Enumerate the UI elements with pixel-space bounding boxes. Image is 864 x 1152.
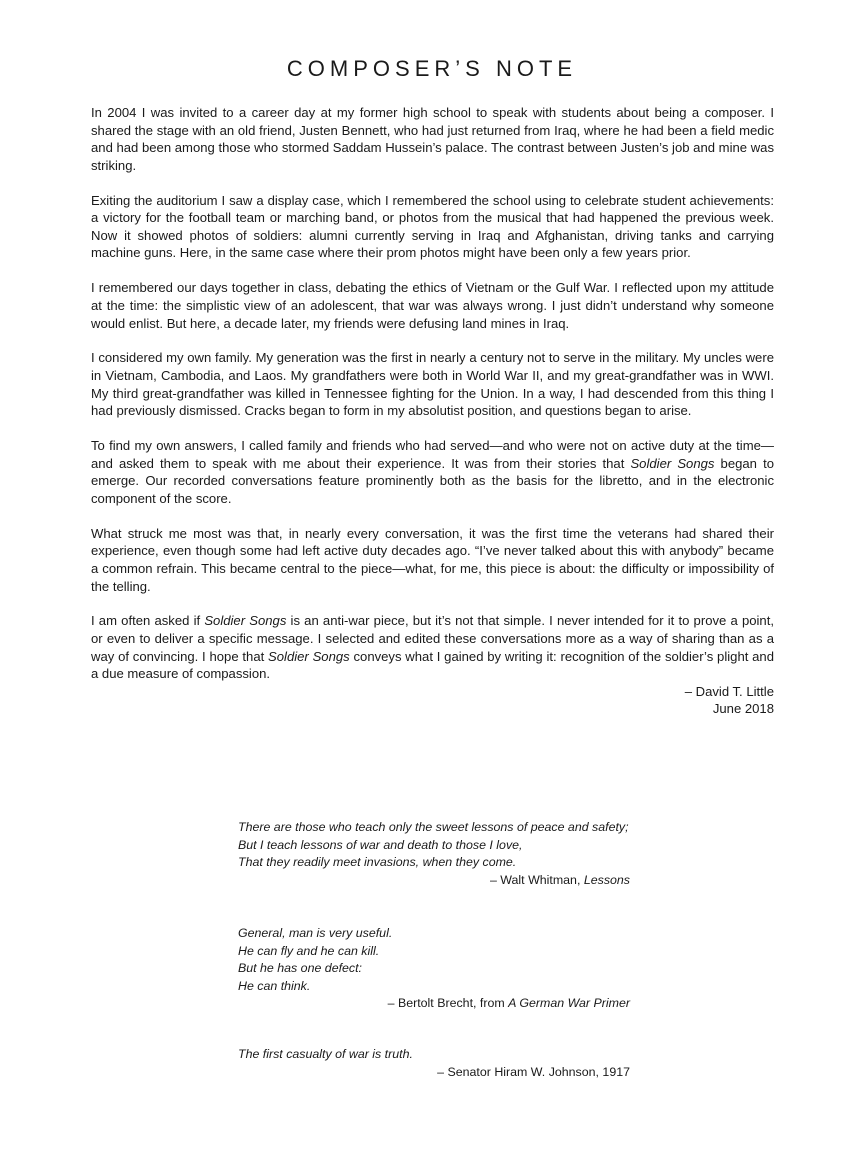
paragraph-text: Exiting the auditorium I saw a display case, which I remembered the school using to celebrate student achievements: a victory for the football team or marching band, or photos from the musical that had happened the previous week. Now it showed photos of soldiers: alumni currently serving in Iraq and Afghanistan, driving tanks and carrying machine guns. Here, in the same case where their prom photos might have been only a few years prior. [91,192,774,261]
note-body [91,104,774,718]
epigraph-whitman [238,819,630,889]
attribution-author: – Senator Hiram W. Johnson, 1917 [437,1064,630,1079]
epigraph-johnson [238,1046,630,1081]
quote-line: General, man is very useful. [238,926,393,940]
attribution-work: Lessons [583,872,630,887]
paragraph-text: I considered my own family. My generation was the first in nearly a century not to serve in the military. My uncles were in Vietnam, Cambodia, and Laos. My grandfathers were both in World War II, and my great-grandfather was in WWI. My third great-grandfather was killed in Tennessee fighting for the Union. In a way, I had descended from this thing I had previously dismissed. Cracks began to form in my absolutist position, and questions began to arise. [91,350,774,419]
paragraph-text: What struck me most was that, in nearly every conversation, it was the first time the veterans had shared their experience, even though some had left active duty decades ago. “I’ve never talked about this with anybody” became a common refrain. This became central to the piece—what, for me, this piece is about: the difficulty or impossibility of the telling. [91,525,774,594]
paragraph [91,437,774,507]
work-title: Soldier Songs [204,613,287,629]
page-title: COMPOSER’S NOTE [286,56,578,81]
quote-attribution [238,995,630,1013]
paragraph-text: I am often asked if [91,613,205,629]
paragraph-text: I remembered our days together in class, debating the ethics of Vietnam or the Gulf War. I reflected upon my attitude at the time: the simplistic view of an adolescent, that war was always wrong. I just didn’t understand why someone would enlist. But here, a decade later, my friends were defusing land mines in Iraq. [91,280,774,331]
attribution-work: A German War Primer [508,996,630,1011]
quote-attribution [238,872,630,890]
paragraph-text: In 2004 I was invited to a career day at my former high school to speak with students about being a composer. I shared the stage with an old friend, Justen Bennett, who had just returned from Iraq, where he had been a field medic and had been among those who stormed Saddam Hussein’s palace. The contrast between Justen’s job and mine was striking. [91,105,774,173]
paragraph-text: conveys what I gained by writing it: recognition of the soldier’s plight and a due measure of compassion. [91,648,774,682]
work-title: Soldier Songs [630,455,715,471]
paragraph [91,612,774,682]
quote-line: There are those who teach only the sweet lessons of peace and safety; [238,820,629,834]
quote-line: But I teach lessons of war and death to those I love, [238,837,523,852]
quote-line: He can fly and he can kill. [238,943,380,958]
signature-block [91,683,774,718]
paragraph [91,279,774,332]
quote-line: That they readily meet invasions, when they come. [238,855,517,870]
paragraph [91,349,774,419]
attribution-author: – Walt Whitman, [489,872,584,887]
paragraph-text: began to emerge. Our recorded conversations feature prominently both as the basis for the libretto, and in the electronic component of the score. [91,455,774,506]
quote-line: He can think. [238,978,311,993]
paragraph [91,104,774,174]
attribution-author: – Bertolt Brecht, from [387,996,509,1011]
signature-name: – David T. Little [684,683,774,699]
paragraph [91,192,774,262]
quote-attribution [238,1064,630,1082]
epigraph-brecht [238,925,630,1013]
paragraph-text: To find my own answers, I called family and friends who had served—and who were not on active duty at the time—and asked them to speak with me about their experience. It was from their stories that [91,438,774,471]
work-title: Soldier Songs [268,648,350,664]
quote-line: The first casualty of war is truth. [238,1047,413,1061]
paragraph-text: is an anti-war piece, but it’s not that simple. I never intended for it to prove a point, or even to deliver a specific message. I selected and edited these conversations more as a way of sharing than as a way of convincing. I hope that [91,613,774,664]
paragraph [91,525,774,595]
quote-line: But he has one defect: [238,961,362,976]
signature-date: June 2018 [712,701,774,717]
